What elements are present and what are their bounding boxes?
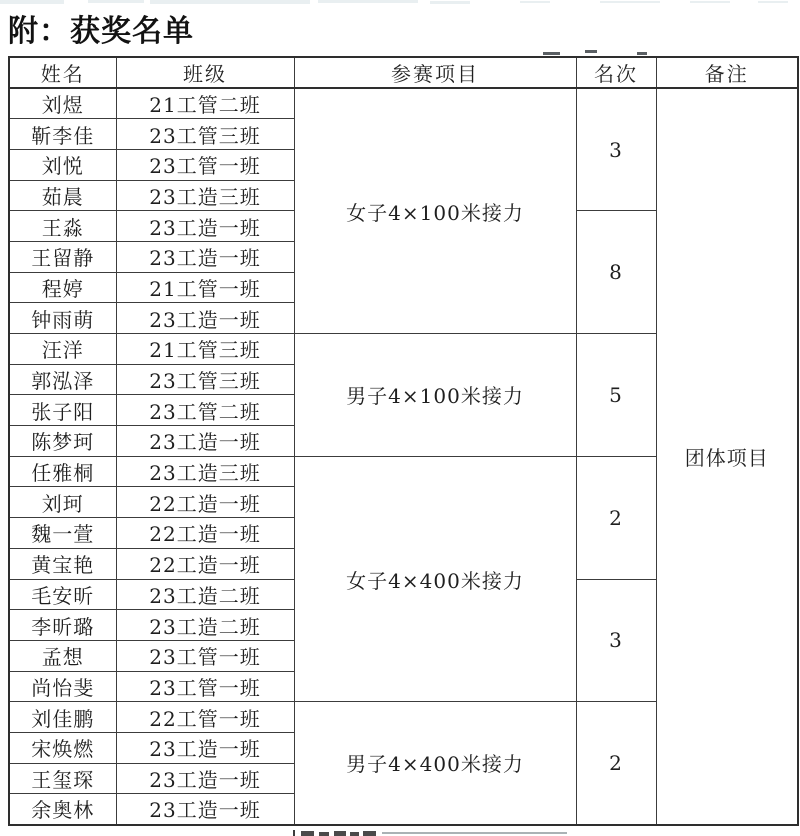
class-cell: 23工造一班 [116,426,294,457]
header-name: 姓名 [9,57,116,88]
class-cell: 23工管三班 [116,364,294,395]
class-cell: 23工造二班 [116,579,294,610]
event-cell: 女子4×400米接力 [294,456,576,702]
name-cell: 陈梦珂 [9,426,116,457]
name-cell: 毛安昕 [9,579,116,610]
name-cell: 任雅桐 [9,456,116,487]
name-cell: 刘佳鹏 [9,702,116,733]
name-cell: 王淼 [9,211,116,242]
event-cell: 男子4×100米接力 [294,334,576,457]
name-cell: 刘悦 [9,149,116,180]
name-cell: 程婷 [9,272,116,303]
class-cell: 21工管三班 [116,334,294,365]
header-rank: 名次 [576,57,656,88]
name-cell: 王留静 [9,241,116,272]
page-title: 附：获奖名单 [8,14,194,49]
name-cell: 黄宝艳 [9,548,116,579]
class-cell: 23工管二班 [116,395,294,426]
class-cell: 23工管三班 [116,119,294,150]
class-cell: 23工管一班 [116,640,294,671]
event-cell: 女子4×100米接力 [294,88,576,334]
class-cell: 23工造二班 [116,610,294,641]
name-cell: 王玺琛 [9,763,116,794]
class-cell: 23工造三班 [116,180,294,211]
name-cell: 李昕璐 [9,610,116,641]
name-cell: 靳李佳 [9,119,116,150]
rank-cell: 5 [576,334,656,457]
class-cell: 21工管一班 [116,272,294,303]
name-cell: 张子阳 [9,395,116,426]
name-cell: 刘煜 [9,88,116,119]
top-cutoff-fragment [0,0,800,5]
bottom-cutoff-row-fragment [0,830,800,836]
name-cell: 郭泓泽 [9,364,116,395]
class-cell: 23工管一班 [116,149,294,180]
rank-cell: 2 [576,456,656,579]
rank-cell: 2 [576,702,656,825]
name-cell: 刘珂 [9,487,116,518]
class-cell: 23工造一班 [116,732,294,763]
fragment-vline [293,830,295,836]
rank-cell: 3 [576,88,656,211]
rank-cell: 8 [576,211,656,334]
scan-artifact [543,52,560,55]
table-row [9,88,798,119]
header-remark: 备注 [656,57,798,88]
class-cell: 23工造一班 [116,794,294,825]
header-row [9,57,798,88]
name-cell: 宋焕燃 [9,732,116,763]
name-cell: 茹晨 [9,180,116,211]
class-cell: 22工造一班 [116,518,294,549]
remark-cell: 团体项目 [656,88,798,825]
awards-table [8,56,799,826]
event-cell: 男子4×400米接力 [294,702,576,825]
class-cell: 22工造一班 [116,548,294,579]
class-cell: 23工造一班 [116,211,294,242]
class-cell: 22工管一班 [116,702,294,733]
class-cell: 23工管一班 [116,671,294,702]
class-cell: 23工造一班 [116,303,294,334]
name-cell: 孟想 [9,640,116,671]
rank-cell: 3 [576,579,656,702]
name-cell: 钟雨萌 [9,303,116,334]
name-cell: 魏一萱 [9,518,116,549]
class-cell: 22工造一班 [116,487,294,518]
scan-artifact [637,52,647,55]
name-cell: 尚怡斐 [9,671,116,702]
class-cell: 23工造一班 [116,763,294,794]
class-cell: 23工造三班 [116,456,294,487]
class-cell: 23工造一班 [116,241,294,272]
header-class: 班级 [116,57,294,88]
class-cell: 21工管二班 [116,88,294,119]
name-cell: 汪洋 [9,334,116,365]
scan-artifact [585,50,597,53]
header-event: 参赛项目 [294,57,576,88]
name-cell: 余奥林 [9,794,116,825]
